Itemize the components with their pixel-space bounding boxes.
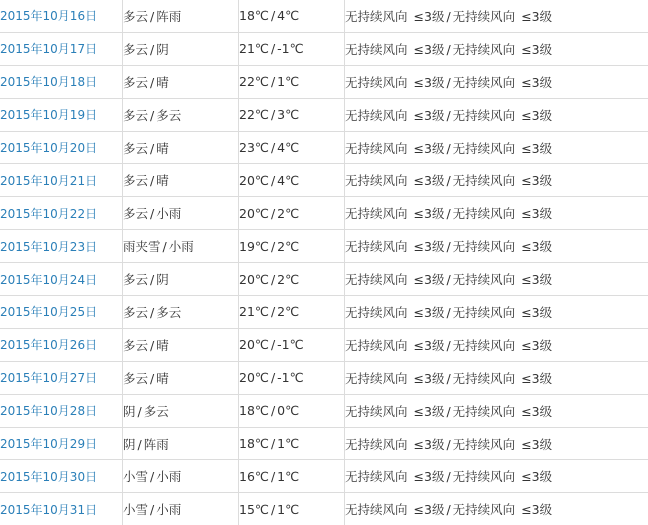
wind-separator: / [444, 108, 452, 123]
temp-separator: / [269, 469, 277, 484]
table-row [0, 296, 648, 329]
temp-separator: / [269, 304, 277, 319]
wind-day-direction: 无持续风向 [345, 502, 408, 517]
wind-night-direction: 无持续风向 [453, 108, 516, 123]
weather-day: 阴 [123, 404, 136, 419]
temp-separator: / [269, 74, 277, 89]
weather-night: 阴 [156, 42, 169, 57]
weather-separator: / [148, 42, 156, 57]
weather-night: 晴 [156, 141, 169, 156]
wind-separator: / [444, 469, 452, 484]
cell-wind [345, 427, 648, 460]
cell-weather [123, 164, 239, 197]
date-link[interactable]: 2015年10月23日 [0, 240, 97, 254]
cell-date[interactable] [0, 98, 123, 131]
cell-weather [123, 427, 239, 460]
date-link[interactable]: 2015年10月19日 [0, 108, 97, 122]
wind-night-direction: 无持续风向 [453, 469, 516, 484]
wind-night-direction: 无持续风向 [453, 9, 516, 24]
weather-separator: / [148, 502, 156, 517]
temp-high: 18℃ [239, 436, 269, 451]
temp-separator: / [269, 140, 277, 155]
weather-separator: / [148, 272, 156, 287]
wind-day-level: ≤3级 [414, 469, 445, 484]
temp-low: 2℃ [277, 206, 299, 221]
wind-day-direction: 无持续风向 [345, 404, 408, 419]
wind-day-level: ≤3级 [414, 338, 445, 353]
cell-weather [123, 394, 239, 427]
wind-day-level: ≤3级 [414, 141, 445, 156]
weather-day: 多云 [123, 173, 148, 188]
cell-date[interactable] [0, 0, 123, 32]
table-row [0, 460, 648, 493]
cell-weather [123, 493, 239, 525]
weather-night: 多云 [156, 108, 181, 123]
cell-temperature [239, 131, 345, 164]
table-row [0, 131, 648, 164]
wind-day-direction: 无持续风向 [345, 9, 408, 24]
cell-date[interactable] [0, 263, 123, 296]
wind-day-level: ≤3级 [414, 108, 445, 123]
weather-day: 阴 [123, 437, 136, 452]
cell-temperature [239, 32, 345, 65]
cell-weather [123, 328, 239, 361]
cell-temperature [239, 197, 345, 230]
weather-night: 小雨 [156, 502, 181, 517]
weather-day: 小雪 [123, 502, 148, 517]
wind-night-level: ≤3级 [521, 75, 552, 90]
date-link[interactable]: 2015年10月27日 [0, 371, 97, 385]
weather-day: 多云 [123, 75, 148, 90]
cell-wind [345, 98, 648, 131]
table-row [0, 493, 648, 525]
temp-low: -1℃ [277, 370, 304, 385]
cell-temperature [239, 0, 345, 32]
weather-day: 多云 [123, 9, 148, 24]
temp-low: 1℃ [277, 74, 299, 89]
wind-day-direction: 无持续风向 [345, 305, 408, 320]
temp-separator: / [269, 239, 277, 254]
cell-temperature [239, 361, 345, 394]
cell-date[interactable] [0, 164, 123, 197]
temp-separator: / [269, 337, 277, 352]
table-row [0, 197, 648, 230]
cell-wind [345, 328, 648, 361]
wind-day-direction: 无持续风向 [345, 75, 408, 90]
wind-night-level: ≤3级 [521, 404, 552, 419]
wind-day-level: ≤3级 [414, 437, 445, 452]
temp-high: 18℃ [239, 403, 269, 418]
temp-high: 19℃ [239, 239, 269, 254]
cell-temperature [239, 164, 345, 197]
wind-separator: / [444, 173, 452, 188]
cell-wind [345, 65, 648, 98]
cell-date[interactable] [0, 493, 123, 525]
temp-separator: / [269, 206, 277, 221]
temp-low: 3℃ [277, 107, 299, 122]
cell-wind [345, 164, 648, 197]
wind-night-direction: 无持续风向 [453, 305, 516, 320]
cell-weather [123, 98, 239, 131]
weather-night: 晴 [156, 338, 169, 353]
cell-weather [123, 460, 239, 493]
wind-day-direction: 无持续风向 [345, 173, 408, 188]
wind-day-level: ≤3级 [414, 404, 445, 419]
weather-night: 晴 [156, 75, 169, 90]
wind-night-level: ≤3级 [521, 437, 552, 452]
date-link[interactable]: 2015年10月29日 [0, 437, 97, 451]
weather-day: 多云 [123, 108, 148, 123]
cell-wind [345, 230, 648, 263]
wind-night-level: ≤3级 [521, 239, 552, 254]
wind-separator: / [444, 272, 452, 287]
date-link[interactable]: 2015年10月30日 [0, 470, 97, 484]
weather-separator: / [148, 469, 156, 484]
wind-night-level: ≤3级 [521, 469, 552, 484]
temp-low: -1℃ [277, 41, 304, 56]
weather-separator: / [161, 239, 169, 254]
temp-low: 0℃ [277, 403, 299, 418]
cell-wind [345, 131, 648, 164]
wind-night-direction: 无持续风向 [453, 75, 516, 90]
weather-separator: / [148, 338, 156, 353]
temp-high: 22℃ [239, 74, 269, 89]
temp-low: 4℃ [277, 173, 299, 188]
wind-night-direction: 无持续风向 [453, 437, 516, 452]
wind-day-direction: 无持续风向 [345, 108, 408, 123]
temp-high: 21℃ [239, 304, 269, 319]
table-row [0, 361, 648, 394]
wind-separator: / [444, 9, 452, 24]
temp-separator: / [269, 8, 277, 23]
temp-separator: / [269, 370, 277, 385]
cell-wind [345, 0, 648, 32]
table-row [0, 263, 648, 296]
wind-day-level: ≤3级 [414, 502, 445, 517]
cell-temperature [239, 230, 345, 263]
date-link[interactable]: 2015年10月26日 [0, 338, 97, 352]
wind-night-direction: 无持续风向 [453, 42, 516, 57]
table-row [0, 394, 648, 427]
temp-low: 2℃ [277, 304, 299, 319]
cell-temperature [239, 493, 345, 525]
wind-night-level: ≤3级 [521, 371, 552, 386]
wind-day-direction: 无持续风向 [345, 206, 408, 221]
weather-day: 多云 [123, 206, 148, 221]
wind-night-level: ≤3级 [521, 141, 552, 156]
temp-separator: / [269, 272, 277, 287]
cell-wind [345, 394, 648, 427]
cell-wind [345, 32, 648, 65]
temp-high: 20℃ [239, 272, 269, 287]
cell-temperature [239, 427, 345, 460]
cell-date[interactable] [0, 197, 123, 230]
weather-night: 晴 [156, 371, 169, 386]
wind-separator: / [444, 239, 452, 254]
wind-separator: / [444, 42, 452, 57]
cell-wind [345, 460, 648, 493]
wind-night-direction: 无持续风向 [453, 404, 516, 419]
cell-wind [345, 361, 648, 394]
temp-separator: / [269, 502, 277, 517]
temp-low: 4℃ [277, 140, 299, 155]
temp-high: 22℃ [239, 107, 269, 122]
weather-separator: / [136, 437, 144, 452]
temp-high: 20℃ [239, 337, 269, 352]
cell-wind [345, 296, 648, 329]
temp-low: 2℃ [277, 272, 299, 287]
wind-day-level: ≤3级 [414, 42, 445, 57]
wind-separator: / [444, 75, 452, 90]
wind-night-level: ≤3级 [521, 108, 552, 123]
temp-low: 1℃ [277, 469, 299, 484]
cell-temperature [239, 263, 345, 296]
date-link[interactable]: 2015年10月25日 [0, 305, 97, 319]
cell-date[interactable] [0, 296, 123, 329]
cell-date[interactable] [0, 32, 123, 65]
wind-night-direction: 无持续风向 [453, 173, 516, 188]
cell-wind [345, 263, 648, 296]
temp-separator: / [269, 173, 277, 188]
weather-night: 多云 [144, 404, 169, 419]
cell-date[interactable] [0, 460, 123, 493]
date-link[interactable]: 2015年10月28日 [0, 404, 97, 418]
cell-temperature [239, 98, 345, 131]
wind-night-level: ≤3级 [521, 272, 552, 287]
date-link[interactable]: 2015年10月22日 [0, 207, 97, 221]
wind-day-level: ≤3级 [414, 173, 445, 188]
cell-weather [123, 263, 239, 296]
wind-day-level: ≤3级 [414, 9, 445, 24]
weather-separator: / [136, 404, 144, 419]
date-link[interactable]: 2015年10月31日 [0, 503, 97, 517]
wind-night-direction: 无持续风向 [453, 239, 516, 254]
weather-day: 多云 [123, 371, 148, 386]
wind-night-level: ≤3级 [521, 305, 552, 320]
wind-separator: / [444, 206, 452, 221]
weather-separator: / [148, 141, 156, 156]
wind-separator: / [444, 404, 452, 419]
weather-night: 阵雨 [144, 437, 169, 452]
wind-night-level: ≤3级 [521, 338, 552, 353]
weather-separator: / [148, 75, 156, 90]
wind-day-direction: 无持续风向 [345, 239, 408, 254]
wind-night-direction: 无持续风向 [453, 272, 516, 287]
weather-day: 雨夹雪 [123, 239, 161, 254]
weather-separator: / [148, 173, 156, 188]
weather-day: 小雪 [123, 469, 148, 484]
cell-date[interactable] [0, 394, 123, 427]
cell-wind [345, 197, 648, 230]
weather-night: 阵雨 [156, 9, 181, 24]
date-link[interactable]: 2015年10月17日 [0, 42, 97, 56]
date-link[interactable]: 2015年10月21日 [0, 174, 97, 188]
date-link[interactable]: 2015年10月24日 [0, 273, 97, 287]
wind-separator: / [444, 437, 452, 452]
date-link[interactable]: 2015年10月20日 [0, 141, 97, 155]
weather-separator: / [148, 9, 156, 24]
cell-date[interactable] [0, 131, 123, 164]
temp-high: 20℃ [239, 206, 269, 221]
temp-low: 1℃ [277, 502, 299, 517]
table-row [0, 427, 648, 460]
wind-separator: / [444, 141, 452, 156]
wind-separator: / [444, 502, 452, 517]
cell-temperature [239, 394, 345, 427]
temp-low: 1℃ [277, 436, 299, 451]
cell-weather [123, 197, 239, 230]
wind-day-direction: 无持续风向 [345, 272, 408, 287]
temp-separator: / [269, 41, 277, 56]
temp-high: 23℃ [239, 140, 269, 155]
weather-separator: / [148, 371, 156, 386]
wind-day-direction: 无持续风向 [345, 371, 408, 386]
weather-day: 多云 [123, 305, 148, 320]
cell-date[interactable] [0, 328, 123, 361]
weather-night: 阴 [156, 272, 169, 287]
weather-night: 小雨 [156, 469, 181, 484]
cell-weather [123, 296, 239, 329]
wind-night-direction: 无持续风向 [453, 141, 516, 156]
wind-day-direction: 无持续风向 [345, 469, 408, 484]
temp-high: 16℃ [239, 469, 269, 484]
cell-weather [123, 361, 239, 394]
wind-day-level: ≤3级 [414, 305, 445, 320]
temp-high: 15℃ [239, 502, 269, 517]
wind-day-direction: 无持续风向 [345, 437, 408, 452]
temp-high: 20℃ [239, 370, 269, 385]
wind-separator: / [444, 305, 452, 320]
wind-day-level: ≤3级 [414, 272, 445, 287]
date-link[interactable]: 2015年10月18日 [0, 75, 97, 89]
table-row [0, 164, 648, 197]
wind-day-direction: 无持续风向 [345, 42, 408, 57]
table-row [0, 328, 648, 361]
temp-high: 20℃ [239, 173, 269, 188]
weather-night: 多云 [156, 305, 181, 320]
cell-weather [123, 32, 239, 65]
cell-temperature [239, 65, 345, 98]
table-row [0, 230, 648, 263]
temp-separator: / [269, 436, 277, 451]
weather-day: 多云 [123, 141, 148, 156]
cell-wind [345, 493, 648, 525]
cell-temperature [239, 296, 345, 329]
wind-separator: / [444, 371, 452, 386]
wind-day-direction: 无持续风向 [345, 141, 408, 156]
weather-night: 晴 [156, 173, 169, 188]
cell-date[interactable] [0, 65, 123, 98]
weather-night: 小雨 [169, 239, 194, 254]
temp-low: 2℃ [277, 239, 299, 254]
temp-low: -1℃ [277, 337, 304, 352]
weather-separator: / [148, 108, 156, 123]
wind-day-level: ≤3级 [414, 371, 445, 386]
wind-night-level: ≤3级 [521, 42, 552, 57]
wind-day-level: ≤3级 [414, 206, 445, 221]
wind-separator: / [444, 338, 452, 353]
wind-day-level: ≤3级 [414, 239, 445, 254]
cell-date[interactable] [0, 361, 123, 394]
table-row [0, 98, 648, 131]
cell-weather [123, 230, 239, 263]
wind-night-direction: 无持续风向 [453, 206, 516, 221]
temp-low: 4℃ [277, 8, 299, 23]
temp-high: 21℃ [239, 41, 269, 56]
wind-day-level: ≤3级 [414, 75, 445, 90]
table-row [0, 0, 648, 32]
table-row [0, 65, 648, 98]
cell-temperature [239, 460, 345, 493]
weather-separator: / [148, 206, 156, 221]
weather-day: 多云 [123, 42, 148, 57]
weather-separator: / [148, 305, 156, 320]
weather-day: 多云 [123, 272, 148, 287]
cell-weather [123, 131, 239, 164]
cell-date[interactable] [0, 230, 123, 263]
wind-night-direction: 无持续风向 [453, 338, 516, 353]
weather-day: 多云 [123, 338, 148, 353]
date-link[interactable]: 2015年10月16日 [0, 9, 97, 23]
cell-temperature [239, 328, 345, 361]
temp-high: 18℃ [239, 8, 269, 23]
temp-separator: / [269, 107, 277, 122]
wind-day-direction: 无持续风向 [345, 338, 408, 353]
cell-date[interactable] [0, 427, 123, 460]
cell-weather [123, 65, 239, 98]
wind-night-direction: 无持续风向 [453, 502, 516, 517]
wind-night-level: ≤3级 [521, 502, 552, 517]
wind-night-level: ≤3级 [521, 206, 552, 221]
wind-night-direction: 无持续风向 [453, 371, 516, 386]
wind-night-level: ≤3级 [521, 9, 552, 24]
weather-night: 小雨 [156, 206, 181, 221]
wind-night-level: ≤3级 [521, 173, 552, 188]
temp-separator: / [269, 403, 277, 418]
cell-weather [123, 0, 239, 32]
table-row [0, 32, 648, 65]
